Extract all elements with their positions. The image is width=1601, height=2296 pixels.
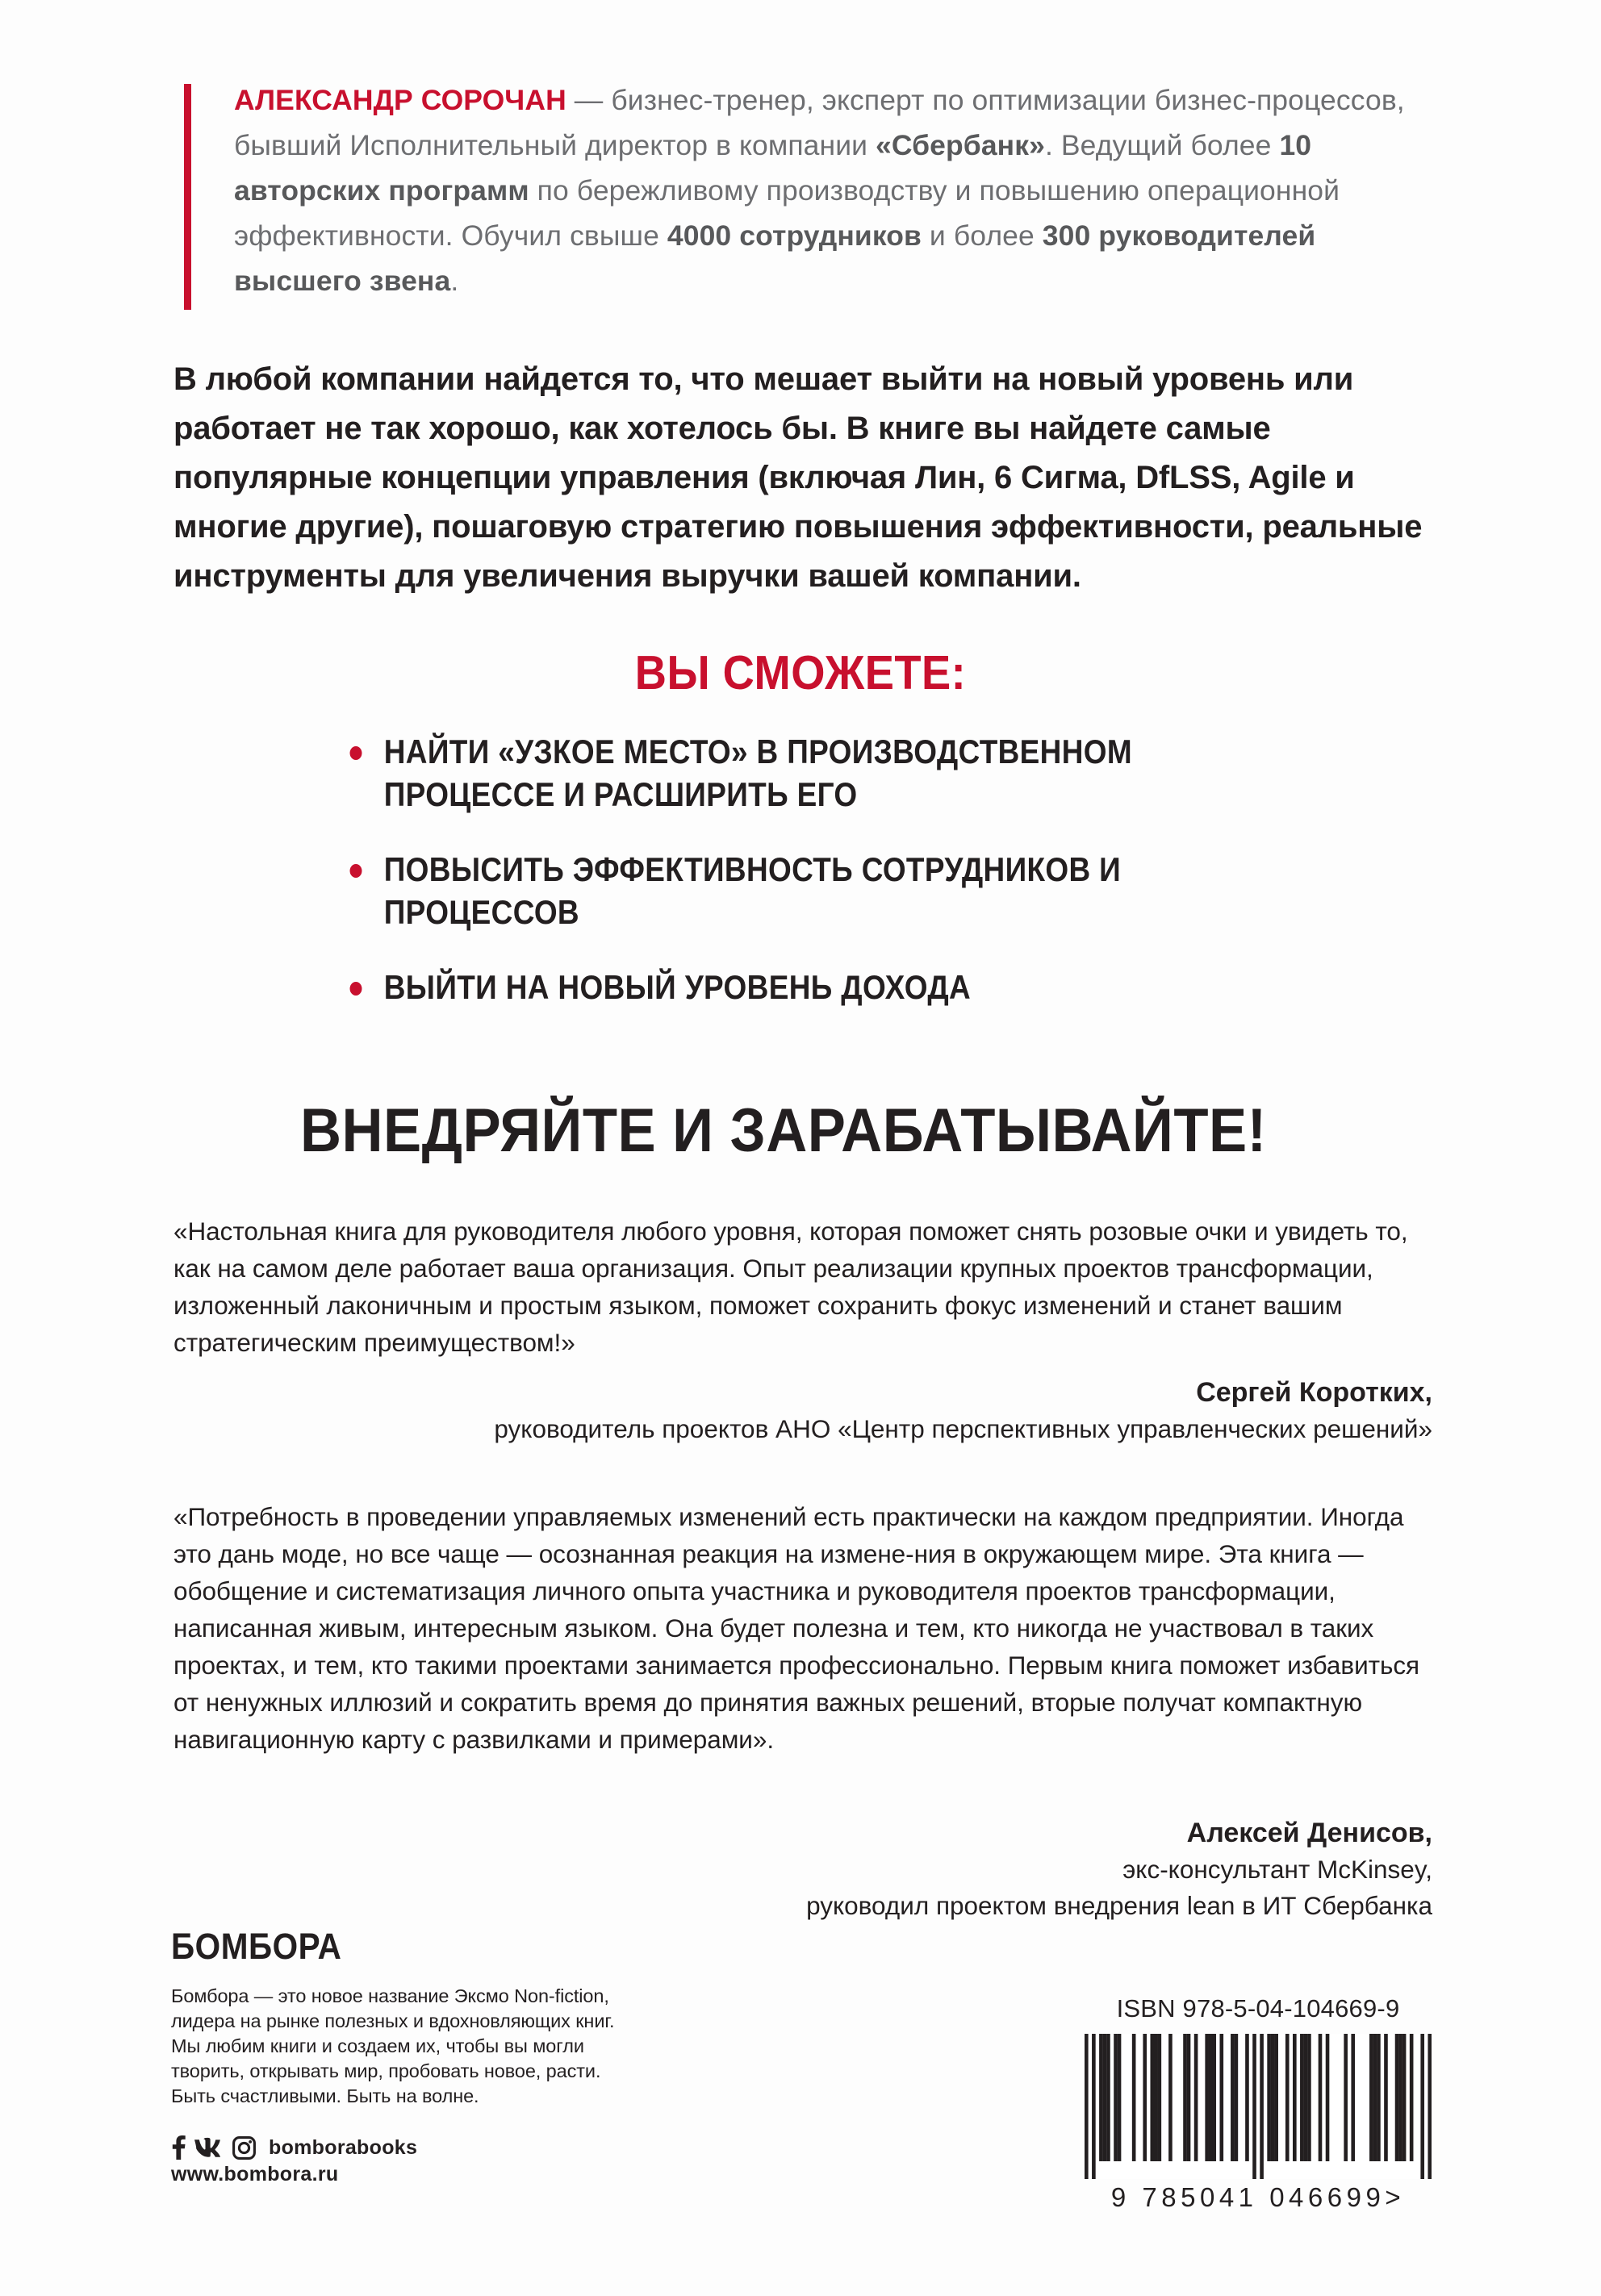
author-bold-employees: 4000 сотрудников xyxy=(667,219,922,252)
publisher-blurb-line: лидера на рынке полезных и вдохновляющих книг. xyxy=(171,2010,615,2031)
author-text-5: . xyxy=(450,265,459,297)
reviewer-name: Сергей Коротких, xyxy=(1196,1377,1432,1408)
publisher-blurb-line: Бомбора — это новое название Эксмо Non-fiction, xyxy=(171,1985,609,2006)
call-to-action-headline: ВНЕДРЯЙТЕ И ЗАРАБАТЫВАЙТЕ! xyxy=(300,1096,1267,1165)
list-item xyxy=(347,730,1235,816)
list-item xyxy=(347,848,1235,933)
author-bold-executives: 300 руководителей высшего звена xyxy=(234,219,1316,297)
barcode-image xyxy=(1085,2034,1432,2179)
author-text-1: бизнес-тренер, эксперт по оптимизации бизнес-процессов, бывший Исполнительный директор в компании xyxy=(234,84,1405,161)
list-item-label: НАЙТИ «УЗКОЕ МЕСТО» В ПРОИЗВОДСТВЕННОМ ПРОЦЕССЕ И РАСШИРИТЬ ЕГО xyxy=(383,733,1133,813)
publisher-blurb-line: Быть счастливыми. Быть на волне. xyxy=(171,2085,479,2106)
author-bio-block xyxy=(184,77,1411,303)
author-text-4: и более xyxy=(921,219,1043,252)
publisher-website[interactable]: www.bombora.ru xyxy=(171,2163,339,2185)
red-vertical-rule xyxy=(184,84,191,310)
review-quote-2: «Потребность в проведении управляемых изменений есть практически на каждом предприятии. Иногда это дань моде, но все чаще — осознанная реакция на измене-ния в окружающем мире. Эта книга — обобщение и систематизация личного опыта участника и руководителя проектов трансформации, написанная живым, интересным языком. Она будет полезна и тем, кто никогда не участвовал в таких проектах, и тем, кто такими проектами занимается профессионально. Первым книга поможет избавиться от ненужных иллюзий и сократить время до принятия важных решений, вторые получат компактную навигационную карту с развилками и примерами». xyxy=(173,1502,1420,1754)
author-dash: — xyxy=(566,84,612,116)
reviewer-name: Алексей Денисов, xyxy=(1186,1818,1432,1848)
reviewer-role-line-2: руководил проектом внедрения lean в ИТ Сбербанка xyxy=(806,1891,1432,1920)
section-heading-you-can: ВЫ СМОЖЕТЕ: xyxy=(634,646,967,699)
intro-paragraph: В любой компании найдется то, что мешает выйти на новый уровень или работает не так хорошо, как хотелось бы. В книге вы найдете самые популярные концепции управления (включая Лин, 6 Сигма, DfLSS, Agile и многие другие), пошаговую стратегию повышения эффективности, реальные инструменты для увеличения выручки вашей компании. xyxy=(173,361,1423,594)
reviewer-role-line-1: экс-консультант McKinsey, xyxy=(1122,1855,1432,1884)
publisher-logo: БОМБОРА xyxy=(171,1926,342,1967)
bullet-dot-icon xyxy=(350,982,362,996)
publisher-blurb-line: Мы любим книги и создаем их, чтобы вы могли xyxy=(171,2035,584,2056)
barcode-suffix: > xyxy=(1385,2182,1406,2212)
instagram-icon[interactable] xyxy=(232,2136,256,2160)
author-text-3: по бережливому производству и повышению операционной эффективности. Обучил свыше xyxy=(234,174,1340,252)
list-item-label: ПОВЫСИТЬ ЭФФЕКТИВНОСТЬ СОТРУДНИКОВ И ПРОЦЕССОВ xyxy=(383,850,1122,931)
bullet-dot-icon xyxy=(350,864,362,878)
bullet-dot-icon xyxy=(350,746,362,760)
list-item xyxy=(347,966,1235,1008)
social-links-row[interactable] xyxy=(171,2135,784,2160)
author-text-2: . Ведущий более xyxy=(1044,129,1280,161)
social-handle-label[interactable]: bomborabooks xyxy=(269,2135,418,2159)
vk-icon[interactable] xyxy=(194,2137,224,2158)
barcode-number: 9 785041 046699 xyxy=(1110,2182,1386,2212)
review-attribution-2 xyxy=(806,1815,1432,1924)
publisher-blurb-line: творить, открывать мир, пробовать новое, расти. xyxy=(171,2060,601,2081)
author-name: АЛЕКСАНДР СОРОЧАН xyxy=(234,84,566,116)
publisher-block xyxy=(171,1926,784,2186)
author-bio-text xyxy=(234,77,1411,303)
facebook-icon[interactable] xyxy=(171,2135,186,2160)
benefits-list xyxy=(347,730,1356,1041)
author-bold-sberbank: «Сбербанк» xyxy=(876,129,1045,161)
author-bold-programs: 10 авторских программ xyxy=(234,129,1312,207)
publisher-blurb xyxy=(171,1984,784,2109)
review-attribution-1 xyxy=(494,1375,1432,1447)
isbn-block xyxy=(1068,1994,1448,2213)
isbn-label: ISBN 978-5-04-104669-9 xyxy=(1116,1994,1400,2023)
list-item-label: ВЫЙТИ НА НОВЫЙ УРОВЕНЬ ДОХОДА xyxy=(383,968,972,1006)
review-quote-1: «Настольная книга для руководителя любого уровня, которая поможет снять розовые очки и увидеть то, как на самом деле работает ваша организация. Опыт реализации крупных проектов трансформации, изложенный лаконичным и простым языком, поможет сохранить фокус изменений и станет вашим стратегическим преимуществом!» xyxy=(173,1217,1408,1357)
reviewer-role: руководитель проектов АНО «Центр перспективных управленческих решений» xyxy=(494,1414,1432,1443)
barcode-digits xyxy=(1068,2182,1448,2213)
